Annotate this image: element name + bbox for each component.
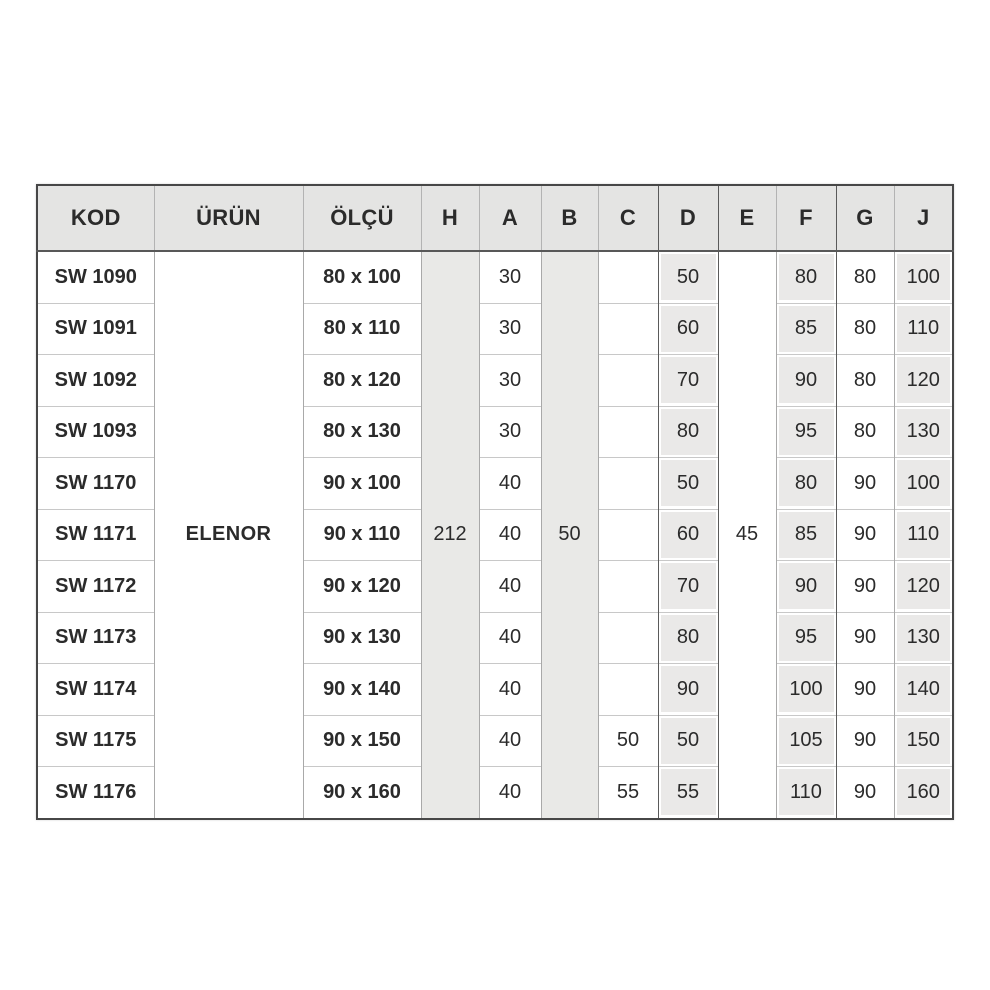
column-header-e: E: [718, 185, 776, 251]
cell-f-value: 90: [779, 563, 834, 609]
cell-f: [776, 303, 836, 355]
cell-f: [776, 406, 836, 458]
table-row: [37, 251, 953, 303]
cell-f-value: 80: [779, 460, 834, 506]
cell-d-value: 50: [661, 718, 716, 764]
cell-j: [894, 458, 953, 510]
cell-a: 30: [479, 355, 541, 407]
column-header-g: G: [836, 185, 894, 251]
table-header: [37, 185, 953, 251]
cell-olcu: 80 x 130: [303, 406, 421, 458]
cell-j: [894, 251, 953, 303]
cell-c: [598, 303, 658, 355]
cell-olcu: 80 x 110: [303, 303, 421, 355]
cell-j-value: 130: [897, 409, 951, 455]
column-header-f: F: [776, 185, 836, 251]
cell-h-merged: 212: [421, 251, 479, 819]
cell-j-value: 110: [897, 306, 951, 352]
cell-f: [776, 664, 836, 716]
cell-j: [894, 406, 953, 458]
cell-kod: SW 1175: [37, 715, 154, 767]
cell-kod: SW 1174: [37, 664, 154, 716]
cell-g: 80: [836, 355, 894, 407]
cell-a: 30: [479, 406, 541, 458]
cell-j: [894, 355, 953, 407]
cell-a: 30: [479, 251, 541, 303]
cell-j: [894, 767, 953, 819]
cell-f: [776, 612, 836, 664]
cell-j-value: 160: [897, 769, 951, 815]
cell-olcu: 90 x 130: [303, 612, 421, 664]
cell-d-value: 90: [661, 666, 716, 712]
cell-j-value: 110: [897, 512, 951, 558]
cell-kod: SW 1091: [37, 303, 154, 355]
cell-j-value: 140: [897, 666, 951, 712]
cell-c: [598, 355, 658, 407]
cell-kod: SW 1176: [37, 767, 154, 819]
cell-d-value: 80: [661, 409, 716, 455]
cell-a: 40: [479, 664, 541, 716]
cell-kod: SW 1090: [37, 251, 154, 303]
cell-a: 40: [479, 767, 541, 819]
cell-b-merged: 50: [541, 251, 598, 819]
cell-j: [894, 664, 953, 716]
cell-c: [598, 509, 658, 561]
column-header-h: H: [421, 185, 479, 251]
cell-d: [658, 561, 718, 613]
cell-kod: SW 1093: [37, 406, 154, 458]
column-header-kod: KOD: [37, 185, 154, 251]
cell-g: 80: [836, 303, 894, 355]
cell-a: 40: [479, 612, 541, 664]
cell-kod: SW 1170: [37, 458, 154, 510]
column-header-urun: ÜRÜN: [154, 185, 303, 251]
cell-olcu: 90 x 100: [303, 458, 421, 510]
cell-j: [894, 509, 953, 561]
cell-d-value: 70: [661, 563, 716, 609]
cell-d-value: 55: [661, 769, 716, 815]
cell-e-merged: 45: [718, 251, 776, 819]
cell-g: 80: [836, 251, 894, 303]
cell-j: [894, 303, 953, 355]
cell-a: 40: [479, 458, 541, 510]
cell-f: [776, 561, 836, 613]
cell-f-value: 105: [779, 718, 834, 764]
cell-f: [776, 458, 836, 510]
cell-c: [598, 664, 658, 716]
cell-j-value: 150: [897, 718, 951, 764]
cell-j: [894, 715, 953, 767]
cell-j-value: 130: [897, 615, 951, 661]
cell-olcu: 80 x 120: [303, 355, 421, 407]
cell-olcu: 90 x 120: [303, 561, 421, 613]
cell-j: [894, 612, 953, 664]
cell-g: 90: [836, 767, 894, 819]
cell-urun-merged: ELENOR: [154, 251, 303, 819]
column-header-olcu: ÖLÇÜ: [303, 185, 421, 251]
cell-d: [658, 458, 718, 510]
cell-c: [598, 251, 658, 303]
cell-d: [658, 303, 718, 355]
cell-j-value: 100: [897, 254, 951, 300]
header-row: [37, 185, 953, 251]
cell-d: [658, 355, 718, 407]
cell-f-value: 90: [779, 357, 834, 403]
cell-g: 90: [836, 458, 894, 510]
cell-c: 55: [598, 767, 658, 819]
cell-kod: SW 1173: [37, 612, 154, 664]
cell-f: [776, 767, 836, 819]
cell-j-value: 120: [897, 563, 951, 609]
cell-d-value: 70: [661, 357, 716, 403]
cell-olcu: 90 x 140: [303, 664, 421, 716]
cell-d-value: 80: [661, 615, 716, 661]
cell-j: [894, 561, 953, 613]
cell-d-value: 50: [661, 460, 716, 506]
cell-d: [658, 664, 718, 716]
cell-d: [658, 251, 718, 303]
cell-d: [658, 715, 718, 767]
cell-a: 40: [479, 509, 541, 561]
column-header-a: A: [479, 185, 541, 251]
cell-c: 50: [598, 715, 658, 767]
cell-f: [776, 509, 836, 561]
cell-olcu: 90 x 160: [303, 767, 421, 819]
cell-f-value: 95: [779, 615, 834, 661]
cell-f: [776, 715, 836, 767]
cell-g: 90: [836, 509, 894, 561]
cell-f-value: 85: [779, 306, 834, 352]
cell-d-value: 60: [661, 306, 716, 352]
column-header-c: C: [598, 185, 658, 251]
cell-a: 40: [479, 561, 541, 613]
column-header-j: J: [894, 185, 953, 251]
cell-a: 40: [479, 715, 541, 767]
cell-kod: SW 1172: [37, 561, 154, 613]
cell-g: 90: [836, 664, 894, 716]
cell-f-value: 110: [779, 769, 834, 815]
cell-c: [598, 406, 658, 458]
cell-g: 80: [836, 406, 894, 458]
cell-d: [658, 767, 718, 819]
cell-d-value: 60: [661, 512, 716, 558]
cell-g: 90: [836, 612, 894, 664]
cell-f-value: 95: [779, 409, 834, 455]
column-header-b: B: [541, 185, 598, 251]
cell-olcu: 90 x 110: [303, 509, 421, 561]
cell-f-value: 80: [779, 254, 834, 300]
cell-olcu: 90 x 150: [303, 715, 421, 767]
cell-f: [776, 251, 836, 303]
cell-c: [598, 612, 658, 664]
cell-f-value: 100: [779, 666, 834, 712]
cell-d: [658, 406, 718, 458]
column-header-d: D: [658, 185, 718, 251]
cell-d: [658, 612, 718, 664]
cell-d: [658, 509, 718, 561]
cell-c: [598, 561, 658, 613]
cell-c: [598, 458, 658, 510]
cell-j-value: 120: [897, 357, 951, 403]
cell-kod: SW 1092: [37, 355, 154, 407]
spec-table: [36, 184, 954, 820]
cell-d-value: 50: [661, 254, 716, 300]
cell-g: 90: [836, 715, 894, 767]
cell-a: 30: [479, 303, 541, 355]
cell-olcu: 80 x 100: [303, 251, 421, 303]
cell-f-value: 85: [779, 512, 834, 558]
cell-f: [776, 355, 836, 407]
cell-j-value: 100: [897, 460, 951, 506]
cell-kod: SW 1171: [37, 509, 154, 561]
cell-g: 90: [836, 561, 894, 613]
spec-table-body: [37, 251, 953, 819]
